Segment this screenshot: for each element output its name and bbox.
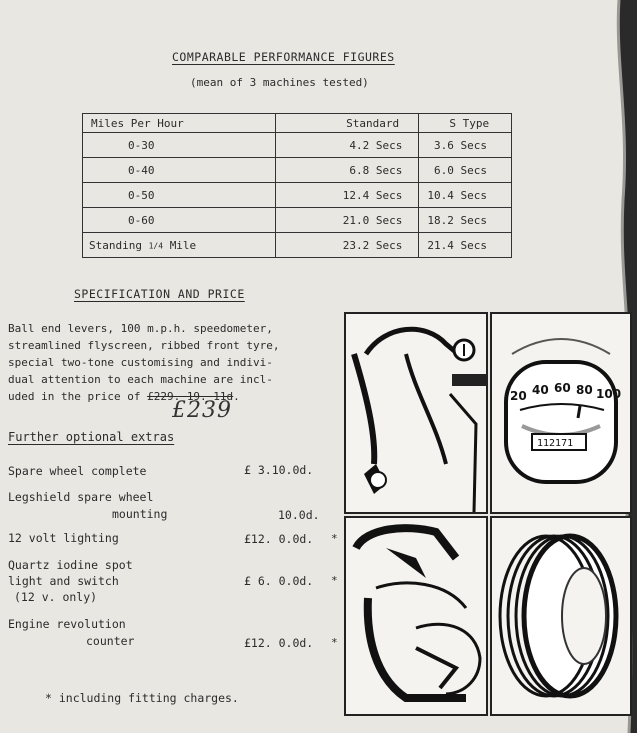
extras-title: Further optional extras <box>8 430 175 444</box>
extra-item-label: 12 volt lighting <box>8 531 119 545</box>
table-row <box>83 233 512 258</box>
footnote: * including fitting charges. <box>45 691 239 705</box>
extra-item-price: 10.0d. <box>278 508 320 522</box>
speedo-number: 100 <box>596 387 622 401</box>
extra-item-price: £ 6. 0.0d. <box>244 574 314 588</box>
extra-item-label: light and switch <box>8 574 119 588</box>
performance-table <box>82 113 512 258</box>
specification-text <box>8 320 338 405</box>
row-label-tail: Mile <box>169 238 197 252</box>
column-header-s-type: S Type <box>419 114 512 133</box>
extra-item-label: mounting <box>112 507 168 521</box>
extra-item-label: Spare wheel complete <box>8 464 147 478</box>
standard-value: 12.4 Secs <box>276 183 419 208</box>
speedo-number: 40 <box>532 383 549 397</box>
fitting-charge-marker: * <box>331 636 338 649</box>
s-type-value: 6.0 Secs <box>419 158 512 183</box>
s-type-value: 10.4 Secs <box>419 183 512 208</box>
specification-title: SPECIFICATION AND PRICE <box>74 287 245 301</box>
s-type-value: 18.2 Secs <box>419 208 512 233</box>
spec-line: streamlined flyscreen, ribbed front tyre, <box>8 339 280 352</box>
standard-value: 4.2 Secs <box>276 133 419 158</box>
row-label: 0-40 <box>83 158 276 183</box>
spec-line: special two-tone customising and indivi- <box>8 356 273 369</box>
spec-line-suffix: . <box>233 390 240 403</box>
speedometer-drawing <box>492 314 630 512</box>
odometer-reading: 112171 <box>537 438 574 449</box>
extra-item-label: Engine revolution <box>8 617 126 631</box>
illustration-brake-lever <box>344 312 488 514</box>
s-type-value: 3.6 Secs <box>419 133 512 158</box>
spec-line: Ball end levers, 100 m.p.h. speedometer, <box>8 322 273 335</box>
illustration-speedometer <box>490 312 632 514</box>
fitting-charge-marker: * <box>331 574 338 587</box>
performance-title: COMPARABLE PERFORMANCE FIGURES <box>172 50 395 64</box>
standard-value: 6.8 Secs <box>276 158 419 183</box>
column-header-standard: Standard <box>276 114 419 133</box>
table-row <box>83 208 512 233</box>
standard-value: 21.0 Secs <box>276 208 419 233</box>
row-label <box>83 233 276 258</box>
extra-item-label: (12 v. only) <box>14 590 98 604</box>
extra-item-label: counter <box>86 634 135 648</box>
spec-line: dual attention to each machine are incl- <box>8 373 273 386</box>
table-row <box>83 183 512 208</box>
table-row <box>83 158 512 183</box>
row-label: 0-50 <box>83 183 276 208</box>
old-price: £229. 19. 11d <box>147 390 234 403</box>
column-header-mph: Miles Per Hour <box>83 114 276 133</box>
row-label: 0-60 <box>83 208 276 233</box>
speedo-number: 60 <box>554 381 571 395</box>
speedo-number: 20 <box>510 389 527 403</box>
extra-item-price: £12. 0.0d. <box>244 532 314 546</box>
extra-item-price: £12. 0.0d. <box>244 636 314 650</box>
s-type-value: 21.4 Secs <box>419 233 512 258</box>
speedo-number: 80 <box>576 383 593 397</box>
row-label: 0-30 <box>83 133 276 158</box>
headlamp-drawing <box>346 518 486 714</box>
row-label-fraction: 1/4 <box>148 241 164 250</box>
brake-lever-drawing <box>346 314 486 512</box>
illustration-ribbed-tyre <box>490 516 632 716</box>
handwritten-new-price: £239 <box>172 398 232 423</box>
standard-value: 23.2 Secs <box>276 233 419 258</box>
extra-item-price: £ 3.10.0d. <box>244 463 314 477</box>
fitting-charge-marker: * <box>331 532 338 545</box>
performance-subtitle: (mean of 3 machines tested) <box>190 76 369 89</box>
illustration-headlamp <box>344 516 488 716</box>
table-header-row <box>83 114 512 133</box>
row-label-main: Standing <box>89 238 142 252</box>
tyre-drawing <box>492 518 630 714</box>
extra-item-label: Legshield spare wheel <box>8 490 154 504</box>
table-row <box>83 133 512 158</box>
spec-line-prefix: uded in the price of <box>8 390 148 403</box>
extra-item-label: Quartz iodine spot <box>8 558 133 572</box>
